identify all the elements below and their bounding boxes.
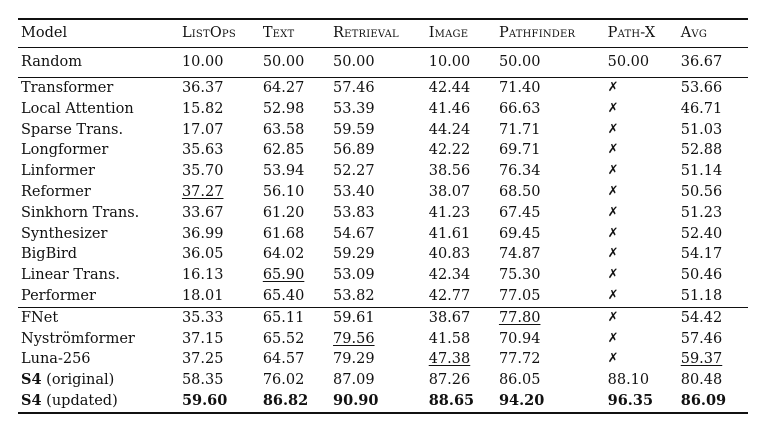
- score-cell: 53.94: [262, 163, 305, 180]
- score-cell: 41.61: [428, 225, 471, 242]
- score-cell: 64.57: [262, 351, 305, 368]
- score-cell: 76.34: [498, 163, 541, 180]
- model-name-cell: [18, 120, 179, 141]
- model-name-cell: [18, 140, 179, 161]
- score-cell: 18.01: [181, 287, 224, 304]
- score-cell: 77.72: [498, 351, 541, 368]
- not-applicable-cell: ✗: [607, 121, 619, 137]
- table-row: [18, 120, 748, 141]
- score-cell: 41.46: [428, 100, 471, 117]
- model-name: Nyströmformer: [21, 330, 135, 347]
- score-cell: 36.67: [680, 54, 723, 70]
- not-applicable-cell: ✗: [607, 309, 619, 325]
- model-name-cell: [18, 286, 179, 307]
- score-cell: 41.58: [428, 330, 471, 347]
- score-cell: 51.14: [680, 163, 723, 180]
- score-cell: 53.82: [333, 287, 375, 304]
- score-cell: 53.40: [333, 183, 375, 200]
- score-cell: 36.37: [181, 80, 224, 96]
- not-applicable-cell: ✗: [607, 183, 619, 199]
- score-cell: 69.45: [498, 225, 541, 242]
- score-cell: 35.70: [181, 163, 224, 180]
- model-name-cell: [18, 48, 179, 78]
- model-name-cell: [18, 265, 179, 286]
- score-cell: 36.05: [181, 246, 224, 263]
- score-cell: 52.98: [262, 100, 305, 117]
- score-cell: 51.03: [680, 121, 723, 138]
- score-cell: 51.18: [680, 287, 723, 304]
- col-header-model: Model: [21, 25, 68, 41]
- score-cell: 65.11: [262, 309, 305, 326]
- score-cell: 96.35: [607, 391, 654, 409]
- score-cell: 94.20: [498, 391, 545, 409]
- score-cell: 41.23: [428, 204, 471, 221]
- model-name: Sparse Trans.: [21, 121, 124, 138]
- model-name-cell: [18, 78, 179, 99]
- score-cell: 70.94: [498, 330, 541, 347]
- score-cell: 59.61: [333, 309, 375, 326]
- col-header-image: Image: [428, 25, 469, 41]
- model-name: Performer: [21, 287, 96, 304]
- score-cell: 56.10: [262, 183, 305, 200]
- score-cell: 53.09: [333, 267, 375, 284]
- score-cell: 74.87: [498, 246, 541, 263]
- table-row: [18, 307, 748, 328]
- score-cell: 56.89: [333, 142, 375, 159]
- score-cell: 42.44: [428, 80, 471, 96]
- model-name-cell: [18, 224, 179, 245]
- score-cell: 63.58: [262, 121, 305, 138]
- score-cell: 37.27: [181, 183, 224, 200]
- score-cell: 35.33: [181, 309, 224, 326]
- model-name: Random: [21, 54, 82, 70]
- table-row: [18, 203, 748, 224]
- score-cell: 61.20: [262, 204, 305, 221]
- model-name: S4: [21, 371, 42, 389]
- score-cell: 59.37: [680, 351, 723, 368]
- not-applicable-cell: ✗: [607, 351, 619, 367]
- table-row: [18, 349, 748, 370]
- model-name-suffix: (updated): [41, 392, 118, 409]
- score-cell: 15.82: [181, 100, 224, 117]
- score-cell: 50.46: [680, 267, 723, 284]
- table-row: [18, 224, 748, 245]
- score-cell: 77.80: [498, 309, 541, 326]
- col-header-pathfinder: Pathfinder: [498, 25, 576, 41]
- score-cell: 65.52: [262, 330, 305, 347]
- col-header-text: Text: [262, 25, 295, 41]
- table-row: [18, 78, 748, 99]
- model-name: Longformer: [21, 142, 109, 159]
- score-cell: 35.63: [181, 142, 224, 159]
- score-cell: 42.77: [428, 287, 471, 304]
- score-cell: 88.65: [428, 391, 475, 409]
- score-cell: 68.50: [498, 183, 541, 200]
- score-cell: 71.40: [498, 80, 541, 96]
- header-row: [18, 19, 748, 48]
- not-applicable-cell: ✗: [607, 330, 619, 346]
- score-cell: 52.88: [680, 142, 723, 159]
- score-cell: 54.67: [333, 225, 375, 242]
- score-cell: 86.09: [680, 391, 727, 409]
- score-cell: 37.15: [181, 330, 224, 347]
- score-cell: 88.10: [607, 372, 650, 389]
- score-cell: 50.00: [333, 54, 375, 70]
- model-name: Synthesizer: [21, 225, 108, 242]
- model-name-cell: [18, 349, 179, 370]
- score-cell: 17.07: [181, 121, 224, 138]
- score-cell: 59.29: [333, 246, 375, 263]
- score-cell: 36.99: [181, 225, 224, 242]
- model-name-cell: [18, 161, 179, 182]
- not-applicable-cell: ✗: [607, 100, 619, 116]
- score-cell: 51.23: [680, 204, 723, 221]
- table-row: [18, 161, 748, 182]
- score-cell: 52.27: [333, 163, 375, 180]
- score-cell: 53.83: [333, 204, 375, 221]
- model-name-suffix: (original): [41, 372, 115, 389]
- model-name: FNet: [21, 309, 59, 326]
- model-name-cell: [18, 244, 179, 265]
- score-cell: 47.38: [428, 351, 471, 368]
- table-row: [18, 286, 748, 307]
- model-name-cell: [18, 182, 179, 203]
- score-cell: 50.00: [262, 54, 305, 70]
- table-row: [18, 99, 748, 120]
- model-name: Linformer: [21, 163, 95, 180]
- model-name: Transformer: [21, 80, 114, 96]
- score-cell: 59.59: [333, 121, 375, 138]
- score-cell: 59.60: [181, 391, 228, 409]
- score-cell: 10.00: [428, 54, 471, 70]
- score-cell: 53.66: [680, 80, 723, 96]
- table-body: [18, 48, 748, 413]
- score-cell: 40.83: [428, 246, 471, 263]
- not-applicable-cell: ✗: [607, 225, 619, 241]
- score-cell: 58.35: [181, 372, 224, 389]
- score-cell: 54.42: [680, 309, 723, 326]
- score-cell: 33.67: [181, 204, 224, 221]
- score-cell: 80.48: [680, 372, 723, 389]
- score-cell: 37.25: [181, 351, 224, 368]
- score-cell: 76.02: [262, 372, 305, 389]
- model-name-cell: [18, 329, 179, 350]
- score-cell: 50.00: [498, 54, 541, 70]
- table-row: [18, 182, 748, 203]
- score-cell: 86.05: [498, 372, 541, 389]
- score-cell: 64.27: [262, 80, 305, 96]
- table-row: [18, 391, 748, 413]
- score-cell: 16.13: [181, 267, 224, 284]
- not-applicable-cell: ✗: [607, 287, 619, 303]
- model-name-cell: [18, 203, 179, 224]
- score-cell: 87.09: [333, 372, 375, 389]
- model-name-cell: [18, 370, 179, 391]
- model-name: Sinkhorn Trans.: [21, 204, 140, 221]
- table-row: [18, 329, 748, 350]
- score-cell: 38.56: [428, 163, 471, 180]
- score-cell: 42.34: [428, 267, 471, 284]
- score-cell: 67.45: [498, 204, 541, 221]
- model-name: Linear Trans.: [21, 267, 121, 284]
- not-applicable-cell: ✗: [607, 204, 619, 220]
- model-name: S4: [21, 391, 42, 409]
- score-cell: 53.39: [333, 100, 375, 117]
- score-cell: 57.46: [680, 330, 723, 347]
- score-cell: 65.90: [262, 267, 305, 284]
- score-cell: 90.90: [333, 391, 379, 409]
- score-cell: 75.30: [498, 267, 541, 284]
- score-cell: 57.46: [333, 80, 375, 96]
- col-header-retrieval: Retrieval: [333, 25, 399, 41]
- score-cell: 46.71: [680, 100, 723, 117]
- score-cell: 50.56: [680, 183, 723, 200]
- not-applicable-cell: ✗: [607, 142, 619, 158]
- model-name: Local Attention: [21, 100, 134, 117]
- score-cell: 52.40: [680, 225, 723, 242]
- table-row: [18, 140, 748, 161]
- score-cell: 54.17: [680, 246, 723, 263]
- table-row: [18, 244, 748, 265]
- score-cell: 38.07: [428, 183, 471, 200]
- score-cell: 86.82: [262, 391, 309, 409]
- score-cell: 71.71: [498, 121, 541, 138]
- not-applicable-cell: ✗: [607, 80, 619, 95]
- score-cell: 64.02: [262, 246, 305, 263]
- table-row: [18, 48, 748, 78]
- model-name: Reformer: [21, 183, 91, 200]
- score-cell: 77.05: [498, 287, 541, 304]
- score-cell: 44.24: [428, 121, 471, 138]
- score-cell: 62.85: [262, 142, 305, 159]
- col-header-avg: Avg: [680, 25, 708, 41]
- score-cell: 69.71: [498, 142, 541, 159]
- score-cell: 42.22: [428, 142, 471, 159]
- model-name-cell: [18, 391, 179, 413]
- score-cell: 87.26: [428, 372, 471, 389]
- not-applicable-cell: ✗: [607, 267, 619, 283]
- model-name-cell: [18, 99, 179, 120]
- score-cell: 65.40: [262, 287, 305, 304]
- col-header-listops: ListOps: [181, 25, 236, 41]
- score-cell: 61.68: [262, 225, 305, 242]
- table-row: [18, 265, 748, 286]
- model-name: BigBird: [21, 246, 78, 263]
- score-cell: 50.00: [607, 54, 650, 70]
- score-cell: 66.63: [498, 100, 541, 117]
- score-cell: 38.67: [428, 309, 471, 326]
- results-table: [18, 18, 748, 414]
- table-row: [18, 370, 748, 391]
- score-cell: 10.00: [181, 54, 224, 70]
- score-cell: 79.56: [333, 330, 375, 347]
- not-applicable-cell: ✗: [607, 163, 619, 179]
- score-cell: 79.29: [333, 351, 375, 368]
- model-name-cell: [18, 307, 179, 328]
- model-name: Luna-256: [21, 351, 91, 368]
- col-header-path-x: Path-X: [607, 25, 656, 41]
- not-applicable-cell: ✗: [607, 246, 619, 262]
